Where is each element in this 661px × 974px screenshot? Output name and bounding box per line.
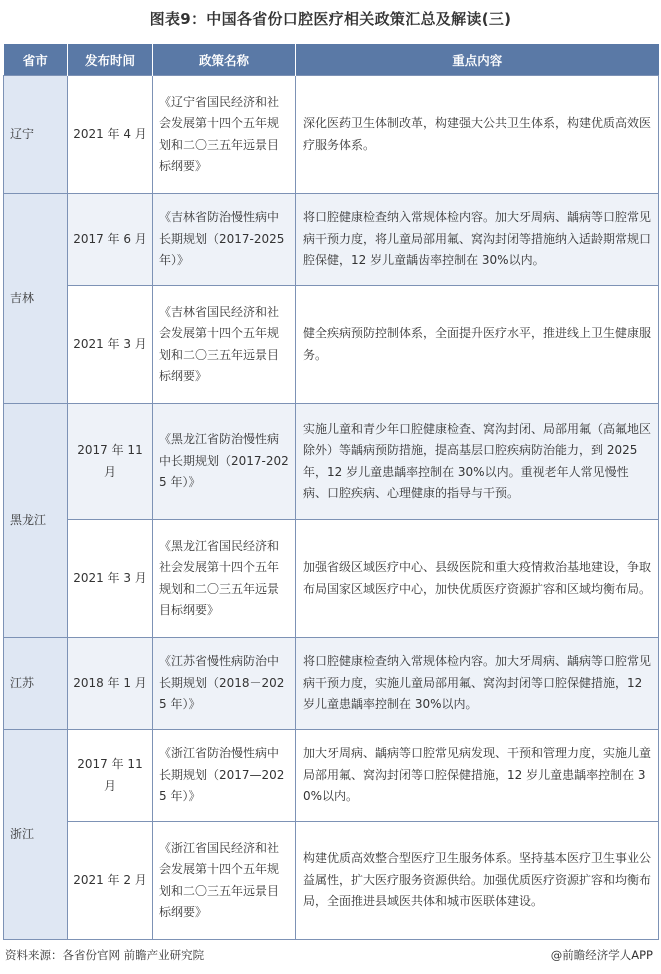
- province-cell: 辽宁: [4, 76, 68, 194]
- key-content-cell: 将口腔健康检查纳入常规体检内容。加大牙周病、龋病等口腔常见病干预力度，将儿童局部用氟、窝沟封闭等措施纳入适龄期常规口腔保健，12 岁儿童龋齿率控制在 30%以内。: [296, 194, 659, 286]
- date-cell: 2018 年 1 月: [68, 638, 153, 730]
- date-cell: 2021 年 3 月: [68, 520, 153, 638]
- date-cell: 2017 年 6 月: [68, 194, 153, 286]
- policy-name-cell: 《浙江省防治慢性病中长期规划（2017—2025 年）》: [153, 730, 296, 822]
- column-header-date: 发布时间: [68, 44, 153, 76]
- policy-name-cell: 《黑龙江省防治慢性病中长期规划（2017-2025 年）》: [153, 404, 296, 520]
- column-header-province: 省市: [4, 44, 68, 76]
- table-row: [4, 404, 659, 520]
- table-row: [4, 822, 659, 940]
- province-cell: 黑龙江: [4, 404, 68, 638]
- date-cell: 2021 年 4 月: [68, 76, 153, 194]
- policy-name-cell: 《吉林省国民经济和社会发展第十四个五年规划和二〇三五年远景目标纲要》: [153, 286, 296, 404]
- source-note: 资料来源：各省份官网 前瞻产业研究院: [5, 948, 205, 962]
- key-content-cell: 深化医药卫生体制改革，构建强大公共卫生体系，构建优质高效医疗服务体系。: [296, 76, 659, 194]
- province-cell: 浙江: [4, 730, 68, 940]
- key-content-cell: 将口腔健康检查纳入常规体检内容。加大牙周病、龋病等口腔常见病干预力度，实施儿童局部用氟、窝沟封闭等口腔保健措施，12 岁儿童患龋率控制在 30%以内。: [296, 638, 659, 730]
- date-cell: 2021 年 3 月: [68, 286, 153, 404]
- column-header-policy-name: 政策名称: [153, 44, 296, 76]
- key-content-cell: 健全疾病预防控制体系，全面提升医疗水平，推进线上卫生健康服务。: [296, 286, 659, 404]
- date-cell: 2017 年 11 月: [68, 730, 153, 822]
- key-content-cell: 实施儿童和青少年口腔健康检查、窝沟封闭、局部用氟（高氟地区除外）等龋病预防措施，提高基层口腔疾病防治能力，到 2025 年，12 岁儿童患龋率控制在 30%以内。重视老年人常见慢性病、口腔疾病、心理健康的指导与干预。: [296, 404, 659, 520]
- table-row: [4, 638, 659, 730]
- column-header-key-content: 重点内容: [296, 44, 659, 76]
- key-content-cell: 加大牙周病、龋病等口腔常见病发现、干预和管理力度，实施儿童局部用氟、窝沟封闭等口腔保健措施，12 岁儿童患龋率控制在 30%以内。: [296, 730, 659, 822]
- province-cell: 吉林: [4, 194, 68, 404]
- brand-credit: @前瞻经济学人APP: [550, 948, 653, 962]
- key-content-cell: 构建优质高效整合型医疗卫生服务体系。坚持基本医疗卫生事业公益属性，扩大医疗服务资源供给。加强优质医疗资源扩容和均衡布局，全面推进县域医共体和城市医联体建设。: [296, 822, 659, 940]
- policy-name-cell: 《吉林省防治慢性病中长期规划（2017-2025 年）》: [153, 194, 296, 286]
- table-row: [4, 76, 659, 194]
- table-row: [4, 520, 659, 638]
- table-row: [4, 194, 659, 286]
- policy-name-cell: 《江苏省慢性病防治中长期规划（2018－2025 年）》: [153, 638, 296, 730]
- page-title: 图表9：中国各省份口腔医疗相关政策汇总及解读(三): [149, 10, 512, 28]
- province-cell: 江苏: [4, 638, 68, 730]
- date-cell: 2017 年 11 月: [68, 404, 153, 520]
- policy-name-cell: 《辽宁省国民经济和社会发展第十四个五年规划和二〇三五年远景目标纲要》: [153, 76, 296, 194]
- policy-name-cell: 《黑龙江省国民经济和社会发展第十四个五年规划和二〇三五年远景目标纲要》: [153, 520, 296, 638]
- date-cell: 2021 年 2 月: [68, 822, 153, 940]
- key-content-cell: 加强省级区域医疗中心、县级医院和重大疫情救治基地建设，争取布局国家区域医疗中心，加快优质医疗资源扩容和区域均衡布局。: [296, 520, 659, 638]
- table-row: [4, 730, 659, 822]
- policy-name-cell: 《浙江省国民经济和社会发展第十四个五年规划和二〇三五年远景目标纲要》: [153, 822, 296, 940]
- table-header-row: [4, 44, 659, 76]
- policy-table: [3, 44, 659, 940]
- table-row: [4, 286, 659, 404]
